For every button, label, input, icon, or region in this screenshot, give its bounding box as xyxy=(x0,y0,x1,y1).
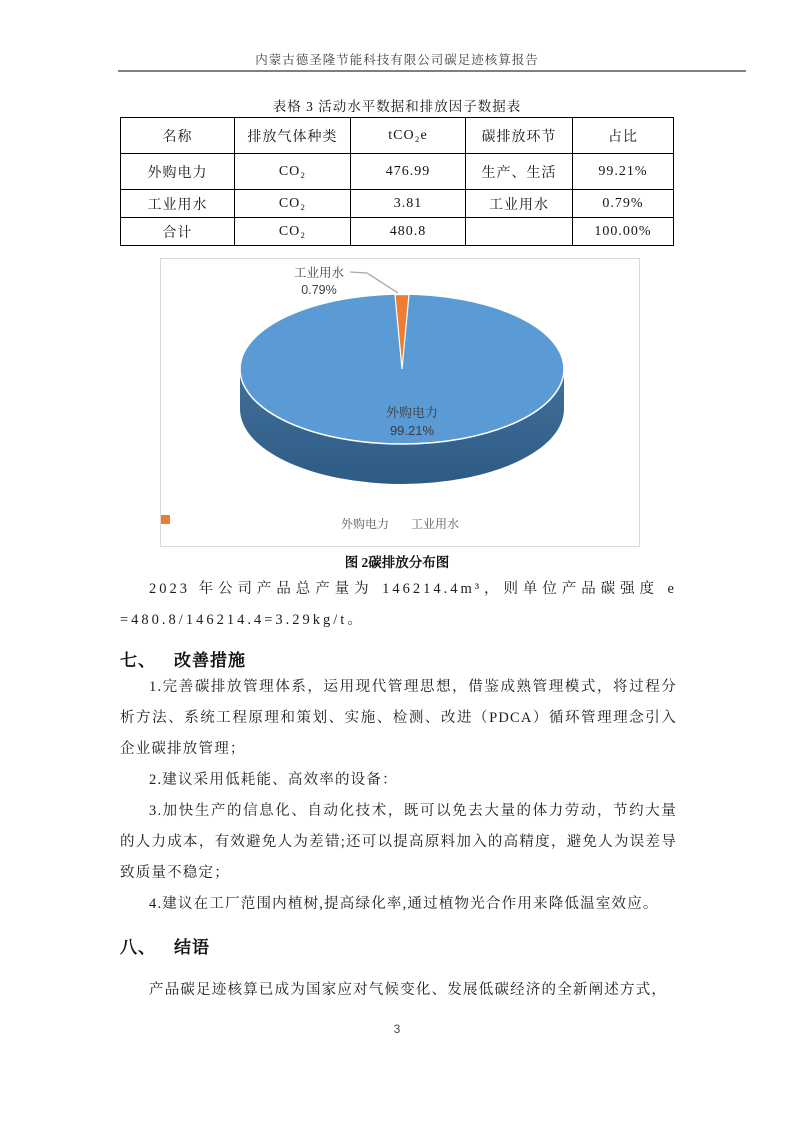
cell-name: 合计 xyxy=(121,218,235,246)
slice-label: 外购电力 xyxy=(385,405,439,420)
legend-swatch-icon xyxy=(161,515,170,524)
col-header-gas-type: 排放气体种类 xyxy=(235,118,351,154)
cell-stage: 工业用水 xyxy=(466,190,573,218)
legend-label: 工业用水 xyxy=(411,517,460,531)
callout-value: 0.79% xyxy=(301,283,337,297)
section-number: 七、 xyxy=(120,651,156,670)
legend-item-electricity xyxy=(341,515,389,532)
improvement-item: 4.建议在工厂范围内植树,提高绿化率,通过植物光合作用来降低温室效应。 xyxy=(149,896,659,912)
cell-share: 99.21% xyxy=(573,154,674,190)
page-header-rule xyxy=(118,70,746,72)
section-conclusion-body xyxy=(120,975,677,1006)
legend-item-water xyxy=(411,515,459,532)
table-row xyxy=(121,190,674,218)
callout-leader-line xyxy=(350,272,398,293)
cell-gas: CO₂ xyxy=(235,190,351,218)
callout-label: 工业用水 xyxy=(293,266,345,280)
legend-label: 外购电力 xyxy=(340,517,389,531)
cell-stage: 生产、生活 xyxy=(466,154,573,190)
cell-name: 工业用水 xyxy=(121,190,235,218)
page-number: 3 xyxy=(393,1022,401,1036)
section-heading-improvements xyxy=(120,646,677,671)
pie-chart xyxy=(160,258,640,547)
improvement-item: 1.完善碳排放管理体系，运用现代管理思想，借鉴成熟管理模式，将过程分析方法、系统工程原理和策划、实施、检测、改进（PDCA）循环管理理念引入企业碳排放管理； xyxy=(120,679,677,757)
page-header-title: 内蒙古德圣隆节能科技有限公司碳足迹核算报告 xyxy=(255,53,539,67)
section-title: 改善措施 xyxy=(174,651,246,670)
cell-share: 0.79% xyxy=(573,190,674,218)
col-header-share: 占比 xyxy=(573,118,674,154)
cell-name: 外购电力 xyxy=(121,154,235,190)
table-caption: 表格 3 活动水平数据和排放因子数据表 xyxy=(272,99,522,114)
section-title: 结语 xyxy=(174,938,210,957)
cell-tco2e: 476.99 xyxy=(351,154,466,190)
cell-gas: CO₂ xyxy=(235,218,351,246)
cell-stage xyxy=(466,218,573,246)
cell-tco2e: 3.81 xyxy=(351,190,466,218)
improvement-item: 3.加快生产的信息化、自动化技术，既可以免去大量的体力劳动，节约大量的人力成本，有效避免人为差错;还可以提高原料加入的高精度，避免人为误差导致质量不稳定； xyxy=(120,803,677,881)
col-header-name: 名称 xyxy=(121,118,235,154)
emission-data-table xyxy=(120,117,674,246)
section-improvements-body xyxy=(120,672,677,920)
cell-gas: CO₂ xyxy=(235,154,351,190)
table-header-row xyxy=(121,118,674,154)
conclusion-paragraph: 产品碳足迹核算已成为国家应对气候变化、发展低碳经济的全新阐述方式， xyxy=(149,982,668,998)
section-number: 八、 xyxy=(120,938,156,957)
table-row xyxy=(121,154,674,190)
table-row-total xyxy=(121,218,674,246)
col-header-tco2e: tCO₂e xyxy=(351,118,466,154)
figure-caption: 图 2碳排放分布图 xyxy=(344,555,450,570)
col-header-emission-stage: 碳排放环节 xyxy=(466,118,573,154)
cell-share: 100.00% xyxy=(573,218,674,246)
pie-chart-svg xyxy=(161,259,639,546)
chart-legend xyxy=(161,515,639,532)
intro-paragraph-block xyxy=(120,574,677,636)
improvement-item: 2.建议采用低耗能、高效率的设备： xyxy=(149,772,398,788)
slice-value: 99.21% xyxy=(389,423,435,438)
section-heading-conclusion xyxy=(120,933,677,958)
cell-tco2e: 480.8 xyxy=(351,218,466,246)
intro-paragraph: 2023 年公司产品总产量为 146214.4m³，则单位产品碳强度 e =480.8/146214.4=3.29kg/t。 xyxy=(120,581,677,628)
